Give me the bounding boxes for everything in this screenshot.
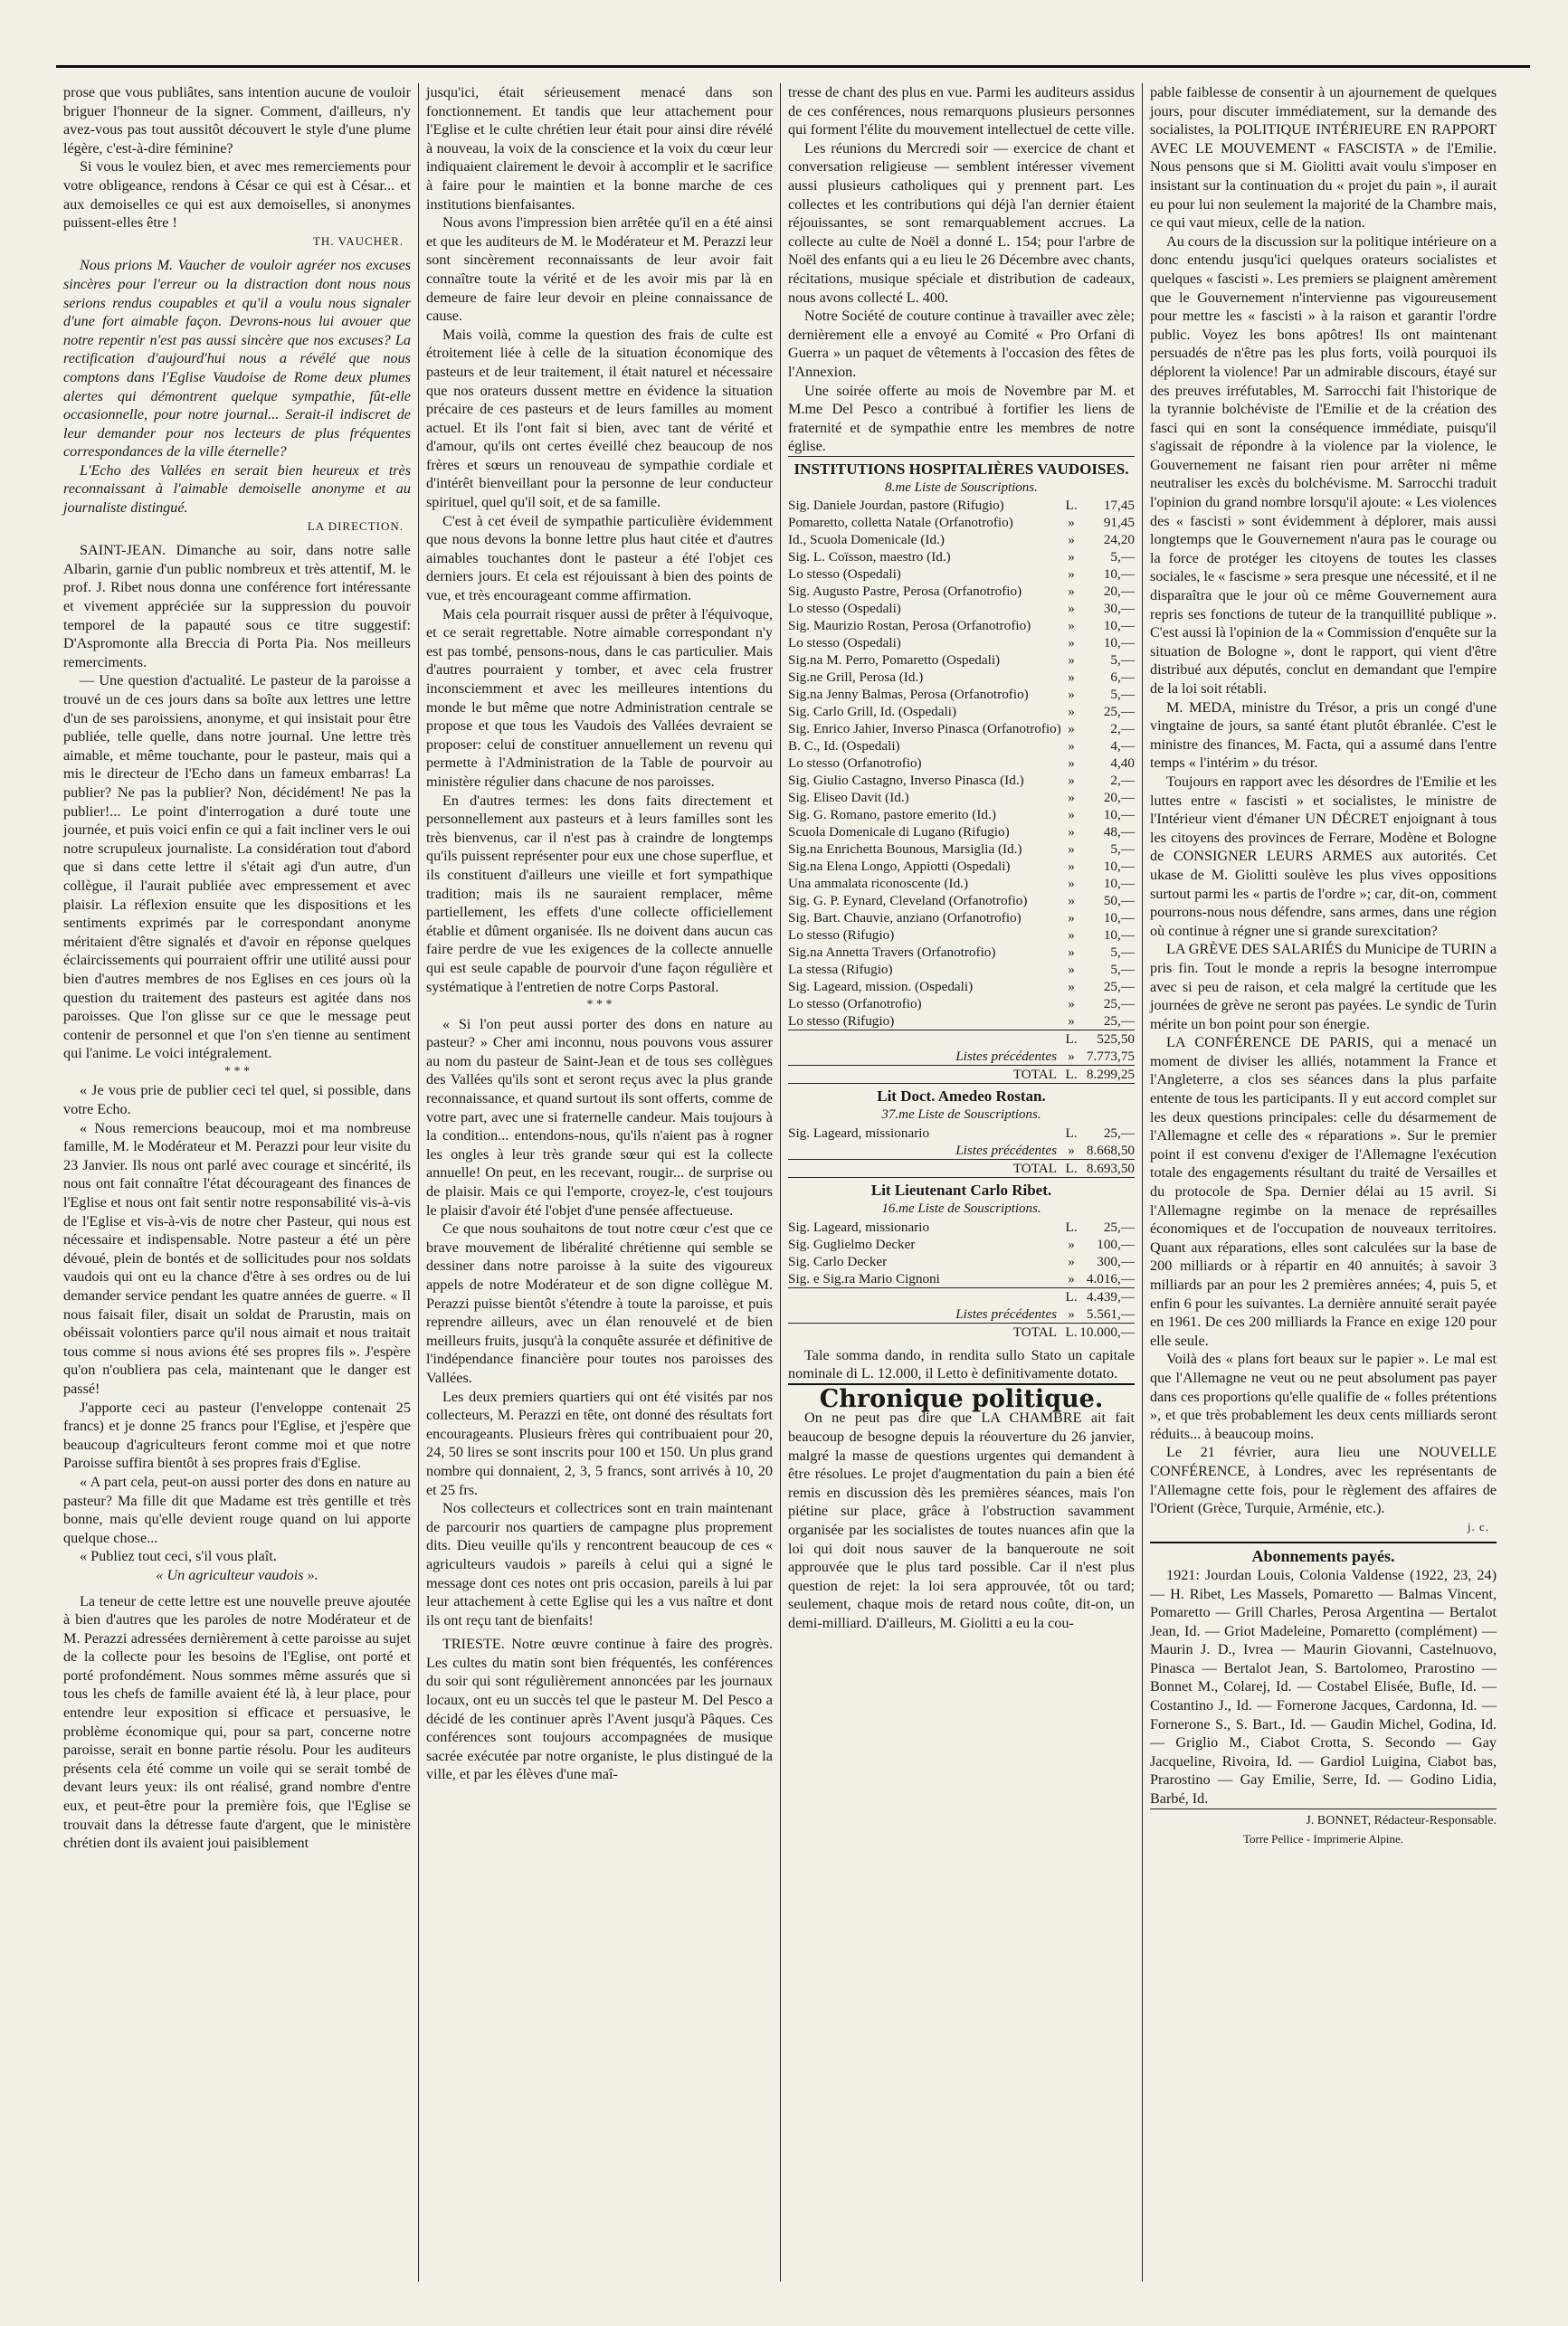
table-row [788, 840, 1135, 858]
letter-paragraph: « Nous remercions beaucoup, moi et ma nombreuse famille, M. le Modérateur et M. Perazzi pour leur visite du 23 Janvier. Ils nous ont parlé avec courage et sincérité, ils nous ont fait connaître l'état décourageant des finances de l'Eglise et nous ont fait sentir notre responsabilité vis-à-vis de l'Eglise et vis-à-vis de notre cher Pasteur, qui nous est nécessaire et indispensable. Notre pasteur a été un père dévoué, plein de bontés et de sollicitudes pour nos soldats vaudois qui ont eu la chance d'être à ses ordres ou de lui demander service pendant les quatre années de guerre. « Il nous faisait filer, disait un soldat de Prarustin, mais on obéissait volontiers parce qu'il nous aimait et nous traitait tous comme si nous avions été ses propres fils ». J'espère qu'on n'oubliera pas cela, maintenant que le danger est passé! [63, 1119, 411, 1397]
column-1 [56, 83, 418, 2282]
column-4 [1142, 83, 1504, 2282]
row-currency: » [1068, 790, 1075, 806]
row-currency: » [1068, 652, 1075, 669]
paragraph: Les deux premiers quartiers qui ont été visités par nos collecteurs, M. Perazzi en tête, ont donné des résultats fort encourageants. Plusieurs frères qui contribuaient pour 20, 24, 50 lires se sont inscrits pour 100 et 150. Un plus grand nombre qui donnaient, 2, 3, 5 francs, sont arrivés à 10, 20 et 25 frs. [426, 1388, 773, 1498]
row-label: Listes précédentes [955, 1049, 1057, 1065]
paragraph: « Si l'on peut aussi porter des dons en nature au pasteur? » Cher ami inconnu, nous pouvons vous assurer au nom du pasteur de Saint-Jean et de tous ses collègues des Vallées qu'ils sont et seront reçus avec la plus grande reconnaissance, et quand surtout ils sont offerts, comme de votre part, avec une si fraternelle candeur. Mais toujours à la condition... entendons-nous, qu'ils n'aient pas à rogner les ongles à leur très grande sœur qui est la collecte annuelle! On peut, en les recevant, rougir... de surprise ou de plaisir. Mais ce qui l'emporte, croyez-le, c'est toujours le plaisir d'avoir été l'objet d'une pensée affectueuse. [426, 1015, 773, 1219]
row-label: Sig. Carlo Decker [788, 1253, 888, 1269]
row-currency: L. [1065, 1324, 1078, 1340]
editorial-note: L'Echo des Vallées en serait bien heureux et très reconnaissant à l'aimable demoiselle anonyme et au journaliste distingué. [63, 461, 411, 517]
table-row [788, 703, 1135, 720]
table-row [788, 1236, 1135, 1253]
row-label: Sig. Guglielmo Decker [788, 1236, 916, 1252]
row-label: Sig.na Enrichetta Bounous, Marsiglia (Id.) [788, 841, 1022, 858]
table-row [788, 651, 1135, 669]
row-label: Sig. Lageard, missionario [788, 1125, 930, 1142]
row-amount: 10,— [1103, 927, 1135, 944]
row-amount: 10,— [1103, 566, 1135, 583]
editorial-note: Nous prions M. Vaucher de vouloir agréer nos excuses sincères pour l'erreur ou la distraction dont nous nous serions rendus coupables et qu'il a voulu nous signaler d'une fort aimable façon. Devrons-nous lui avouer que notre repentir n'est pas aussi sincère que nos excuses? La rectification d'aujourd'hui nous a révélé que nous comptons dans l'Eglise Vaudoise de Rome deux plumes alertes qui démontrent quelque sympathie, fût-elle occasionnelle, pour notre journal... Serait-il indiscret de leur demander pour nos lecteurs de plus fréquentes correspondances de la ville éternelle? [63, 257, 411, 460]
row-currency: » [1068, 601, 1075, 617]
row-label: Una ammalata riconoscente (Id.) [788, 876, 969, 892]
table-row [788, 548, 1135, 565]
row-amount: 25,— [1103, 996, 1135, 1012]
row-label [788, 1030, 1064, 1049]
table-row [788, 772, 1135, 789]
signature: LA DIRECTION. [307, 518, 404, 533]
table-row [788, 1305, 1135, 1324]
table-row [788, 875, 1135, 892]
table-row [788, 755, 1135, 772]
row-currency: » [1068, 549, 1075, 565]
top-rule [56, 65, 1530, 68]
row-label: Lo stesso (Orfanotrofio) [788, 996, 922, 1012]
row-label: Lo stesso (Rifugio) [788, 927, 895, 944]
row-currency: L. [1065, 1288, 1078, 1305]
rostan-heading: Lit Doct. Amedeo Rostan. [788, 1083, 1135, 1106]
row-amount: 5,— [1110, 652, 1135, 669]
paragraph: Voilà des « plans fort beaux sur le papier ». Le mal est que l'Allemagne ne veut ou ne peut absolument pas payer dans ces proportions qu'elle qualifie de « folles prétentions », et que très probablement les deux cents milliards seront réduits... à beaucoup moins. [1150, 1351, 1497, 1442]
table-row [788, 617, 1135, 634]
row-currency: » [1068, 515, 1075, 531]
row-label: TOTAL [788, 1323, 1064, 1341]
table-row [788, 583, 1135, 600]
paragraph: Mais cela pourrait risquer aussi de prêter à l'équivoque, et ce serait regrettable. Notre aimable correspondant n'y est pas tombé, pensons-nous, dans le cas particulier. Mais d'autres pourraient y tomber, et avec cela frustrer inconsciemment et avec les meilleures intentions du monde le but même que notre Administration centrale se propose et que tous les Vaudois des Vallées devraient se proposer: celui de constituer annuellement un revenu qui permette à l'Administration de la Table de pourvoir au ministère régulier dans chacune de nos paroisses. [426, 605, 773, 790]
row-currency: » [1068, 1236, 1075, 1252]
table-row [788, 1323, 1135, 1341]
table-row [788, 531, 1135, 548]
row-amount: 25,— [1103, 979, 1135, 995]
paragraph: Si vous le voulez bien, et avec mes remerciements pour votre obligeance, rendons à César ce qui est à César... et aux demoiselles ce qui est aux demoiselles, si anonymes puissent-elles être ! [63, 158, 411, 232]
table-row [788, 1219, 1135, 1236]
paragraph: prose que vous publiâtes, sans intention aucune de vouloir briguer l'honneur de la signer. Comment, d'ailleurs, n'y avez-vous pas tout aussitôt découvert le style d'une plume légère, c'est-à-dire féminine? [63, 84, 411, 157]
paragraph: Mais voilà, comme la question des frais de culte est étroitement liée à celle de la situation économique des pasteurs et de leur traitement, il était naturel et nécessaire que nos orateurs dussent mettre en évidence la situation précaire de ces pasteurs et de leurs familles au moment actuel. Et ils l'ont fait si bien, avec tant de vérité et d'amour, qu'ils ont certes éveillé chez beaucoup de nos frères et sœurs un renouveau de sympathie cordiale et d'intérêt bienveillant pour la personne de leur conducteur spirituel, quel qu'il soit, et de sa famille. [426, 326, 773, 511]
row-label: Sig. e Sig.ra Mario Cignoni [788, 1270, 940, 1286]
row-currency: » [1068, 618, 1075, 634]
row-label: Sig.na M. Perro, Pomaretto (Ospedali) [788, 652, 1001, 669]
row-amount: 10,— [1103, 910, 1135, 926]
row-amount: 5.561,— [1086, 1305, 1135, 1322]
row-currency: L. [1065, 1125, 1078, 1142]
row-currency: » [1068, 859, 1075, 875]
paragraph: pable faiblesse de consentir à un ajournement de quelques jours, pour discuter immédiatement, sur la demande des socialistes, la POLITIQUE INTÉRIEURE EN RAPPORT AVEC LE MOUVEMENT « FASCISTA » de l'Emilie. Nous pensons que si M. Giolitti avait voulu s'imposer en insistant sur la continuation du « projet du pain », il aurait eu pour lui non seulement la majorité de la Chambre mais, ce qui vaut mieux, celle de la nation. [1150, 84, 1497, 232]
row-amount: 24,20 [1103, 532, 1135, 548]
paragraph: On ne peut pas dire que LA CHAMBRE ait fait beaucoup de besogne depuis la réouverture du 26 janvier, malgré la masse de questions urgentes qui demandent à être résolues. Le projet d'augmentation du pain a bien été remis en discussion dès les premières séances, mais l'on piétine sur place, grâce à l'obstruction savamment organisée par les socialistes de toutes nuances afin que la loi qui doit nous sauver de la banqueroute ne soit approuvée que le plus tard possible. Car il n'est plus question de rejet: la loi sera approuvée, tôt ou tard; seulement, chaque mois de retard nous coûte, dit-on, un demi-milliard. D'ailleurs, M. Giolitti a eu la cou- [788, 1410, 1135, 1631]
row-label: Sig. G. P. Eynard, Cleveland (Orfanotrofio) [788, 893, 1028, 909]
row-label: Sig. Carlo Grill, Id. (Ospedali) [788, 704, 957, 720]
paragraph: La teneur de cette lettre est une nouvelle preuve ajoutée à bien d'autres que les paroles de notre Modérateur et de M. Perazzi adressées dernièrement à cette paroisse au sujet de la collecte pour les besoins de l'Eglise, ont porté et porté profondément. Nous sommes même assurés que si tous les chefs de famille avaient été là, à leur place, pour entendre leur exposition si efficace et persuasive, le problème économique qui, pour sa part, concerne notre paroisse, serait en bonne partie résolu. Pour les auditeurs présents cela été comme un voile qui se serait tombé de devant leurs yeux: ils ont réalisé, grand nombre d'entre eux, et peut-être pour la première fois, que l'Eglise se trouvait dans la détresse faute d'argent, que le ministère chrétien dont ils avaient joui paisiblement [63, 1592, 411, 1852]
row-currency: » [1068, 996, 1075, 1012]
row-label: Scuola Domenicale di Lugano (Rifugio) [788, 824, 1010, 840]
row-label: TOTAL [788, 1066, 1064, 1084]
row-amount: 5,— [1110, 841, 1135, 858]
ribet-subscription-table [788, 1219, 1135, 1341]
row-amount: 2,— [1110, 721, 1135, 737]
row-label: Sig. Eliseo Davit (Id.) [788, 790, 909, 806]
paragraph: Toujours en rapport avec les désordres de l'Emilie et les luttes entre « fascisti » et socialistes, le ministre de l'Intérieur vient d'émaner UN DÉCRET enjoignant à tous les citoyens des provinces de Ferrare, Modène et Bologne de CONSIGNER LEURS ARMES aux autorités. Cet ukase de M. Giolitti soulève les plus vives oppositions surtout parmi les « partis de l'ordre »; car, dit-on, comment pourrons-nous nous défendre, sans armes, dans une région où continue à régner une si grande surexcitation? [1150, 773, 1497, 939]
row-label: Id., Scuola Domenicale (Id.) [788, 532, 945, 548]
signature: j. c. [1467, 1519, 1489, 1533]
row-currency: » [1068, 755, 1075, 772]
row-currency: » [1068, 807, 1075, 823]
row-amount: 5,— [1110, 687, 1135, 703]
row-amount: 300,— [1097, 1253, 1135, 1269]
row-currency: » [1068, 927, 1075, 944]
rostan-subscription-table [788, 1125, 1135, 1177]
table-row [788, 1142, 1135, 1160]
abonnements-heading: Abonnements payés. [1150, 1542, 1497, 1566]
row-currency: » [1068, 979, 1075, 995]
table-row [788, 1253, 1135, 1270]
table-row [788, 892, 1135, 909]
row-amount: 5,— [1110, 549, 1135, 565]
row-currency: » [1068, 893, 1075, 909]
row-amount: 25,— [1103, 1219, 1135, 1235]
column-2 [418, 83, 780, 2282]
row-label: Sig. G. Romano, pastore emeritо (Id.) [788, 807, 996, 823]
paragraph: Nous avons l'impression bien arrêtée qu'il en a été ainsi et que les auditeurs de M. le Modérateur et M. Perazzi leur sont sincèrement reconnaissants de leur avoir fait connaître toute la vérité et de les avoir mis par là en demeure de faire leur devoir en pleine connaissance de cause. [426, 214, 773, 325]
paragraph: En d'autres termes: les dons faits directement et personnellement aux pasteurs et à leurs familles sont les très bienvenus, car il n'est pas à craindre de longtemps qu'ils puissent représenter pour eux une chose superflue, et ils constituent d'ailleurs une vieille et fort sympathique tradition; mais ils ne sauraient remplacer, même partiellement, les effets d'une collecte officiellement établie et dûment organisée. Ils ne doivent dans aucun cas faire perdre de vue les exigences de la collecte annuelle qui est seule capable de pourvoir d'une façon régulière et systématique à l'entretien de notre Corps Pastoral. [426, 792, 773, 995]
row-label: Listes précédentes [955, 1143, 1057, 1159]
row-currency: L. [1065, 1067, 1078, 1083]
letter-signature: « Un agriculteur vaudois ». [156, 1566, 318, 1583]
row-currency: » [1068, 687, 1075, 703]
row-label: Sig. Lageard, missionario [788, 1219, 930, 1235]
row-label: Lo stesso (Orfanotrofio) [788, 755, 922, 772]
row-label: Sig.ne Grill, Perosa (Id.) [788, 669, 924, 686]
row-currency: » [1068, 1143, 1075, 1159]
row-currency: » [1068, 1013, 1075, 1030]
institutions-heading: INSTITUTIONS HOSPITALIÈRES VAUDOISES. [788, 456, 1135, 479]
table-row [788, 1287, 1135, 1305]
signature: TH. VAUCHER. [312, 233, 404, 248]
row-currency: L. [1065, 1219, 1078, 1235]
row-label: TOTAL [788, 1160, 1064, 1178]
paragraph: — Une question d'actualité. Le pasteur de la paroisse a trouvé un de ces jours dans sa boîte aux lettres une lettre d'un de ses paroissiens, anonyme, et qui insistait pour être publiée, telle quelle, dans notre journal. Une lettre très aimable, et même touchante, pour le pasteur, mais qui a mis le directeur de l'Echo dans un fameux embarras! La publier? Ne pas la publier? Non, décidément! Ne pas la publier!... Le point d'interrogation a duré toute une journée, et puis voici enfin ce qui a fait incliner vers le oui notre scrupuleux journaliste. La considération tout d'abord que si dans cette lettre il s'était agi d'un autre, d'un collègue, il l'aurait publiée avec empressement et avec plaisir. La réflexion ensuite que les dispositions et les sentiments exprimés par le correspondant anonyme méritaient d'être signalés et d'avoir en réponse quelques éclaircissements qui pourraient offrir une utilité aussi pour bien d'autres membres de nos Eglises en ces jours où la question du traitement des pasteurs est agitée dans nos paroisses. Que l'on glisse sur ce que le message peut contenir de personnel et que l'on s'en tienne au sentiment qui l'anime. Le voici intégralement. [63, 672, 411, 1062]
row-amount: 20,— [1103, 790, 1135, 806]
table-row [788, 961, 1135, 978]
row-amount: 30,— [1103, 601, 1135, 617]
row-amount: 50,— [1103, 893, 1135, 909]
table-row [788, 669, 1135, 686]
paragraph-saint-jean: SAINT-JEAN. Dimanche au soir, dans notre salle Albarin, garnie d'un public nombreux et très attentif, M. le prof. J. Ribet nous donna une conférence fort intéressante et vivement appréciée sur la suppression du pouvoir temporel de la papauté sous ce titre suggestif: D'Aspromonte alla Breccia di Porta Pia. Nos meilleurs remerciments. [63, 542, 411, 670]
paragraph: LA CONFÉRENCE DE PARIS, qui a menacé un moment de diviser les alliés, notamment la France et l'Angleterre, a clos ses séances dans la plus parfaite entente de tous les participants. Il y eut accord complet sur les deux questions principales: celle du désarmement de l'Allemagne et celle des « réparations ». Sur le premier point il est convenu d'exiger de l'Allemagne l'exécution totale des engagements résultant du traité de Versailles et du protocole de Spa. Dernier délai au 15 avril. Si l'Allemagne regimbe on la menace de représailles économiques et de l'occupation de nouveaux territoires. Quant aux réparations, elles sont calculées sur la base de 200 milliards or à répartir en 40 annuités; à savoir 3 milliards par an pour les 2 premières années; 4, puis 5, et enfin 6 pour les suivantes. La dernière annuité serait payée en 1961. De ces 200 milliards la France en exige 120 pour elle seule. [1150, 1034, 1497, 1349]
paragraph: M. MEDA, ministre du Trésor, a pris un congé d'une vingtaine de jours, sa santé étant plutôt ébranlée. C'est le ministre des finances, M. Facta, qui a assumé dans l'entre temps « l'intérim » du trésor. [1150, 698, 1497, 772]
row-amount: 10,— [1103, 618, 1135, 634]
rostan-subheading: 37.me Liste de Souscriptions. [881, 1107, 1041, 1123]
row-amount: 4,40 [1110, 755, 1135, 772]
row-label: Sig. L. Coïsson, maestro (Id.) [788, 549, 951, 565]
paragraph: Une soirée offerte au mois de Novembre par M. et M.me Del Pesco a contribué à fortifier les liens de fraternité et de sympathie entre les membres de notre église. [788, 382, 1135, 455]
row-amount: 10,— [1103, 635, 1135, 651]
row-currency: » [1068, 669, 1075, 686]
row-currency: » [1068, 1049, 1075, 1065]
row-currency: L. [1065, 498, 1078, 514]
row-amount: 48,— [1103, 824, 1135, 840]
paragraph: Le 21 février, aura lieu une NOUVELLE CONFÉRENCE, à Londres, avec les représentants de l'Allemagne cette fois, pour le règlement des affaires de l'Orient (Grèce, Turquie, Arménie, etc.). [1150, 1444, 1497, 1517]
paragraph: Notre Société de couture continue à travailler avec zèle; dernièrement elle a envoyé au Comité « Pro Orfani di Guerra » un paquet de vêtements à l'occasion des fêtes de l'Annexion. [788, 308, 1135, 380]
paragraph: Ce que nous souhaitons de tout notre cœur c'est que ce brave mouvement de libéralité chrétienne qui semble se dessiner dans notre paroisse à la suite des vigoureux appels de notre Modérateur et de son digne collègue M. Perazzi puisse bientôt s'étendre à toute la paroisse, et puis reprendre ailleurs, avec un élan renouvelé et de bien meilleurs fruits, jusqu'à la conquête assurée et définitive de l'indépendance financière pour toutes nos paroisses des Vallées. [426, 1220, 773, 1386]
row-amount: 10,— [1103, 807, 1135, 823]
paragraph: Au cours de la discussion sur la politique intérieure on a donc entendu jusqu'ici quelques orateurs socialistes et quelques « fascisti ». Les premiers se plaignent amèrement que le Gouvernement n'intervienne pas vigoureusement pour mettre les « fascisti » à la raison et garantir l'ordre public. Voyez les bons apôtres! Ils ont maintenant persuadés de n'être pas les plus forts, voilà pourquoi ils déplorent la violence! Par un admirable discours, étayé sur des preuves irréfutables, M. Sarrocchi fait l'historique de la tyrannie bolchéviste de l'Emilie et de la création des fasci qui en sont la conséquence immédiate, puisqu'il s'agissait de répondre à la violence par la violence, le Gouvernement ne faisant rien pour arrêter ni même neutraliser les excès du bolchévisme. M. Sarrocchi traduit l'opinion du grand nombre lorsqu'il ajoute: « Les violences des « fascisti » sont évidemment à déplorer, mais aussi longtemps que le Gouvernement n'aura pas le courage ou la force de protéger les citoyens de toutes les classes sociales, le « fascisme » sera presque une nécessité, et il ne disparaîtra que le jour où ce même Gouvernement aura repris ses fonctions de tuteur de la tranquillité publique ». C'est aussi là l'opinion de la « Commission d'enquête sur la situation de Bologne », dont le rapport, qui vient d'être distribué aux députés, conclut en demandant que l'empire de la loi soit rétabli. [1150, 233, 1497, 697]
row-label: Lo stesso (Ospedali) [788, 566, 901, 583]
row-amount: 20,— [1103, 584, 1135, 600]
row-amount: 5,— [1110, 962, 1135, 978]
row-amount: 7.773,75 [1086, 1049, 1135, 1065]
table-row [788, 720, 1135, 737]
row-currency: » [1068, 704, 1075, 720]
row-amount: 5,— [1110, 945, 1135, 961]
section-stars: * * * [224, 1064, 250, 1078]
row-amount: 91,45 [1103, 515, 1135, 531]
chronique-politique-heading: Chronique politique. [788, 1383, 1135, 1410]
row-label: B. C., Id. (Ospedali) [788, 738, 900, 755]
row-currency: » [1068, 566, 1075, 583]
section-stars: * * * [586, 998, 613, 1012]
table-row [788, 497, 1135, 514]
printer-line: Torre Pellice - Imprimerie Alpine. [1242, 1832, 1404, 1847]
row-label [788, 1287, 1064, 1305]
row-amount: 10,— [1103, 859, 1135, 875]
newspaper-columns [56, 83, 1530, 2282]
row-currency: » [1068, 532, 1075, 548]
letter-paragraph: J'apporte ceci au pasteur (l'enveloppe contenait 25 francs) et je donne 25 francs pour l'Eglise, et j'espère que beaucoup d'agriculteurs feront comme moi et que notre Paroisse suffira bientôt à ses propres frais d'Eglise. [63, 1399, 411, 1472]
row-label: Sig. Enrico Jahier, Inverso Pinasca (Orfanotrofio) [788, 721, 1061, 737]
table-row [788, 686, 1135, 703]
paragraph: Les réunions du Mercredi soir — exercice de chant et conversation religieuse — semblent intéresser vivement aussi plusieurs catholiques qui y prennent part. Les collectes et les contributions qui déjà l'an dernier étaient réjouissantes, se sont remarquablement accrues. La collecte au culte de Noël a donné L. 154; pour l'arbre de Noël des enfants qui a eu lieu le 26 Décembre avec chants, récitations, musique spéciale et distribution de cadeaux, nous avons collecté L. 400. [788, 139, 1135, 306]
paragraph: tresse de chant des plus en vue. Parmi les auditeurs assidus de ces conférences, nous remarquons plusieurs personnes qui forment l'élite du mouvement intellectuel de cette ville. [788, 84, 1135, 138]
table-row [788, 926, 1135, 944]
row-label: Sig. Bart. Chauvie, anziano (Orfanotrofio) [788, 910, 1022, 926]
row-amount: 6,— [1110, 669, 1135, 686]
row-label: Sig. Augusto Pastre, Perosa (Orfanotrofio) [788, 584, 1022, 600]
table-row [788, 1030, 1135, 1049]
row-amount: 8.299,25 [1079, 1066, 1135, 1084]
paragraph: LA GRÈVE DES SALARIÉS du Municipe de TURIN a pris fin. Tout le monde a repris la besogne interrompue avec si peu de raison, et cela malgré la certitude que les journées de grève ne seront pas payées. Le syndic de Turin mérite un bon point pour son énergie. [1150, 941, 1497, 1032]
row-currency: » [1068, 738, 1075, 755]
row-label: Sig.na Annetta Travers (Orfanotrofio) [788, 945, 996, 961]
row-label: Sig. Daniele Jourdan, pastore (Rifugio) [788, 498, 1004, 514]
row-currency: » [1068, 1305, 1075, 1322]
table-row [788, 737, 1135, 755]
row-currency: » [1068, 1270, 1075, 1286]
row-amount: 8.668,50 [1086, 1143, 1135, 1159]
row-currency: » [1068, 841, 1075, 858]
table-row [788, 978, 1135, 995]
table-row [788, 909, 1135, 926]
row-label: Pomaretto, colletta Natale (Orfanotrofio) [788, 515, 1013, 531]
row-amount: 25,— [1103, 704, 1135, 720]
letter-paragraph: « A part cela, peut-on aussi porter des dons en nature au pasteur? Ma fille dit que Madame est très gentille et très bonne, mais qu'elle devient rouge quand on lui apporte quelque chose... [63, 1473, 411, 1546]
row-currency: » [1068, 635, 1075, 651]
row-amount: 17,45 [1103, 498, 1135, 514]
row-label: Listes précédentes [955, 1305, 1057, 1322]
institutions-subheading: 8.me Liste de Souscriptions. [885, 479, 1038, 495]
ribet-heading: Lit Lieutenant Carlo Ribet. [788, 1177, 1135, 1200]
row-currency: » [1068, 876, 1075, 892]
table-row [788, 1125, 1135, 1142]
paragraph: Nos collecteurs et collectrices sont en train maintenant de parcourir nos quartiers de campagne plus proprement dits. Dieu veuille qu'ils y rencontrent beaucoup de ces « agriculteurs vaudois » pareils à celui qui a signé le message dont ces notes ont pris occasion, pareils à lui par leur attachement à cette Eglise qui les a vus naître et dont ils ont reçu tant de bienfaits! [426, 1500, 773, 1628]
row-currency: » [1068, 824, 1075, 840]
row-label: Lo stesso (Rifugio) [788, 1013, 895, 1030]
row-label: Lo stesso (Ospedali) [788, 601, 901, 617]
row-amount: 2,— [1110, 773, 1135, 789]
row-amount: 4,— [1110, 738, 1135, 755]
row-currency: » [1068, 962, 1075, 978]
letter-paragraph: « Je vous prie de publier ceci tel quel, si possible, dans votre Echo. [63, 1082, 411, 1118]
row-amount: 8.693,50 [1079, 1160, 1135, 1178]
table-row [788, 823, 1135, 840]
row-label: Sig.na Elena Longo, Appiotti (Ospedali) [788, 859, 1011, 875]
column-3 [780, 83, 1142, 2282]
table-row [788, 789, 1135, 806]
row-currency: L. [1065, 1031, 1078, 1048]
table-row [788, 634, 1135, 651]
row-label: Sig.na Jenny Balmas, Perosa (Orfanotrofio) [788, 687, 1029, 703]
table-row [788, 600, 1135, 617]
table-row [788, 1160, 1135, 1178]
table-row [788, 1066, 1135, 1084]
row-amount: 4.439,— [1079, 1287, 1135, 1305]
row-currency: » [1068, 584, 1075, 600]
table-row [788, 1012, 1135, 1030]
row-currency: » [1068, 1253, 1075, 1269]
paragraph: C'est à cet éveil de sympathie particulière évidemment que nous devons la bonne lettre plus haut citée et d'autres aimables touchantes dont le pasteur a été l'objet ces derniers jours. Et cela est réjouissant à bien des points de vue, et très encourageant comme affirmation. [426, 512, 773, 604]
paragraph-trieste: TRIESTE. Notre œuvre continue à faire des progrès. Les cultes du matin sont bien fréquentés, les conférences du soir qui sont régulièrement annoncées par les journaux locaux, ont eu un succès tel que le pasteur M. Del Pesco a décidé de les continuer après l'Avent jusqu'à Pâques. Ces conférences sont toujours accompagnées de musique sacrée exécutée par notre organiste, le plus distingué de la ville, et par les élèves d'une maî- [426, 1636, 773, 1783]
institutions-subscription-table [788, 497, 1135, 1083]
row-currency: » [1068, 945, 1075, 961]
row-label: Lo stesso (Ospedali) [788, 635, 901, 651]
row-amount: 10,— [1103, 876, 1135, 892]
row-label: Sig. Maurizio Rostan, Perosa (Orfanotrofio) [788, 618, 1031, 634]
paragraph: jusqu'ici, était sérieusement menacé dans son fonctionnement. Et tandis que leur attachement pour l'Eglise et le culte chrétien leur était pour ainsi dire révélé à nouveau, la voix de la conscience et la voix du cœur leur indiquaient clairement le devoir à accomplir et le sacrifice à faire pour le maintien et la bonne marche de ces institutions bienfaisantes. [426, 84, 773, 213]
row-amount: 525,50 [1079, 1030, 1135, 1049]
row-currency: » [1068, 910, 1075, 926]
ribet-subheading: 16.me Liste de Souscriptions. [881, 1201, 1041, 1217]
abonnements-list: 1921: Jourdan Louis, Colonia Valdense (1922, 23, 24) — H. Ribet, Les Massels, Pomaretto — Balmas Vincent, Pomaretto — Grill Charles, Perosa Argentina — Bertalot Jean, Id. — Griot Madeleine, Pomaretto (complément) — Maurin J. D., Ivrea — Maurin Giovanni, Castelnuovo, Pinasca — Bertalot Jean, S. Bartolomeo, Prarostino — Bonnet M., Colarej, Id. — Costabel Elisée, Bufle, Id. — Costantino J., Id. — Fornerone Jacques, Cardonna, Id. — Fornerone S., S. Bart., Id. — Gaudin Michel, Godina, Id. — Griglio M., Ciabot Crotta, S. Secondo — Gay Jacqueline, Rivoira, Id. — Gardiol Luigina, Ciabot bas, Prarostino — Gay Emilie, Serre, Id. — Godino Lidia, Barbé, Id. [1150, 1566, 1497, 1808]
row-amount: 25,— [1103, 1125, 1135, 1142]
row-amount: 25,— [1103, 1013, 1135, 1030]
table-row [788, 995, 1135, 1012]
table-row [788, 944, 1135, 961]
row-label: Sig. Lageard, mission. (Ospedali) [788, 979, 974, 995]
table-row [788, 1270, 1135, 1288]
table-row [788, 858, 1135, 875]
row-currency: » [1068, 773, 1075, 789]
table-row [788, 514, 1135, 531]
row-currency: L. [1065, 1161, 1078, 1177]
table-row [788, 1048, 1135, 1066]
row-label: La stessa (Rifugio) [788, 962, 893, 978]
row-amount: 4.016,— [1086, 1270, 1135, 1286]
letter-paragraph: « Publiez tout ceci, s'il vous plaît. [80, 1548, 277, 1565]
row-amount: 100,— [1097, 1236, 1135, 1252]
row-amount: 10.000,— [1079, 1324, 1135, 1340]
paragraph: Tale somma dando, in rendita sullo Stato un capitale nominale di L. 12.000, il Letto è definitivamente dotato. [788, 1346, 1135, 1382]
editor-signature: J. BONNET, Rédacteur-Responsable. [1150, 1809, 1497, 1831]
table-row [788, 565, 1135, 583]
table-row [788, 806, 1135, 823]
row-currency: » [1068, 721, 1075, 737]
row-label: Sig. Giulio Castagno, Inverso Pinasca (Id.) [788, 773, 1024, 789]
